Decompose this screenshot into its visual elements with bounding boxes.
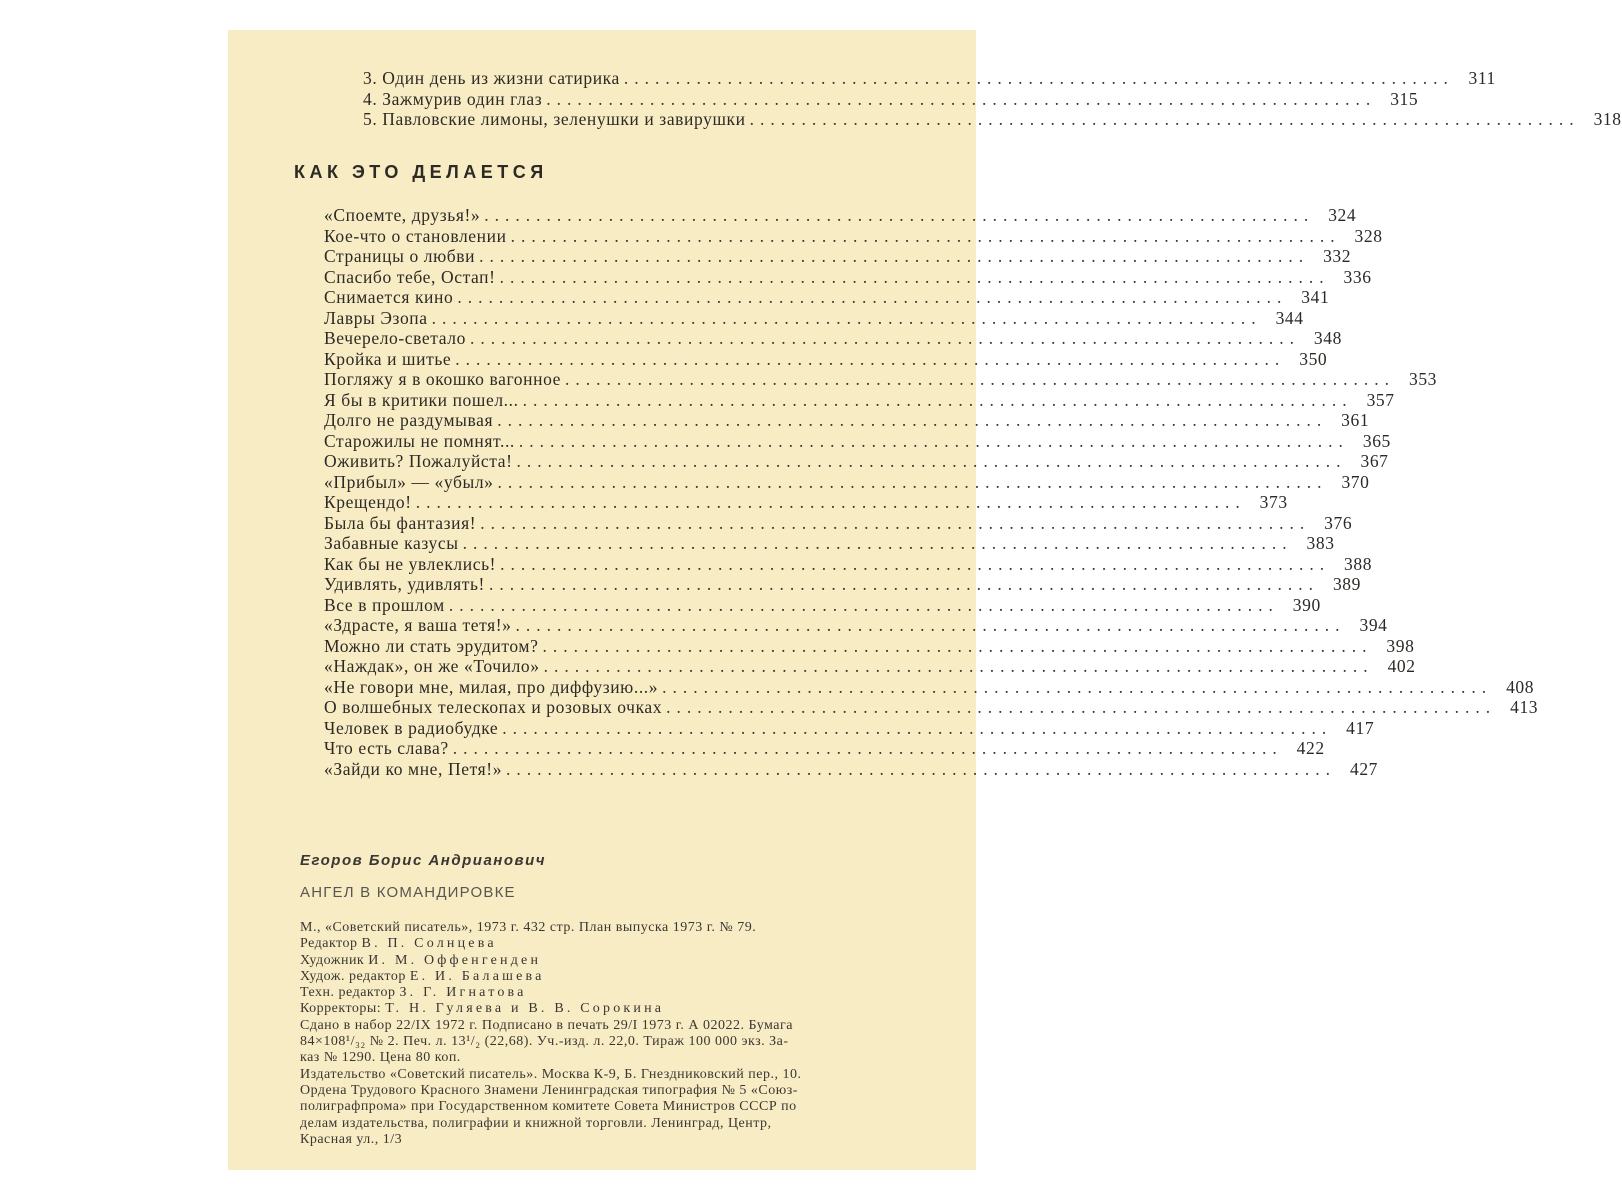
toc-entry-page: 324 bbox=[1328, 205, 1357, 225]
toc-entry bbox=[324, 512, 1353, 534]
toc-entry bbox=[324, 287, 1330, 308]
toc-entry bbox=[324, 348, 1328, 370]
dot-leader: ................................................................................ bbox=[546, 88, 1377, 109]
dot-leader: ................................................................................ bbox=[489, 574, 1319, 594]
dot-leader: ................................................................................ bbox=[484, 205, 1315, 225]
toc-entry bbox=[324, 430, 1391, 452]
toc-entry-page: 353 bbox=[1408, 369, 1438, 389]
toc-entry-page: 427 bbox=[1349, 758, 1379, 779]
dot-leader: ................................................................................ bbox=[666, 697, 1497, 717]
toc-entry-page: 328 bbox=[1354, 225, 1383, 246]
toc-entry-title: «Споемте, друзья!» bbox=[324, 205, 481, 225]
toc-entry-page: 370 bbox=[1341, 471, 1370, 492]
toc-entry-title: Вечерело-светало bbox=[324, 328, 466, 348]
imprint-proofreaders bbox=[300, 1001, 948, 1017]
toc-entry-page: 365 bbox=[1362, 430, 1391, 451]
toc-entry-title: Все в прошлом bbox=[324, 594, 445, 615]
dot-leader: ................................................................................ bbox=[497, 471, 1328, 492]
dot-leader: ................................................................................ bbox=[543, 656, 1374, 676]
toc-entry-title: Старожилы не помнят... bbox=[324, 430, 515, 451]
tech-editor-name: З. Г. Игнатова bbox=[399, 985, 527, 1001]
toc-entry-title: Кое-что о становлении bbox=[324, 225, 507, 246]
toc-entry-title: Что есть слава? bbox=[324, 738, 449, 758]
toc-entry bbox=[324, 266, 1372, 288]
toc-entry-title: Лавры Эзопа bbox=[324, 307, 428, 328]
imprint-line: каз № 1290. Цена 80 коп. bbox=[300, 1050, 461, 1066]
toc-entry bbox=[324, 533, 1335, 554]
toc-entry-title: 5. Павловские лимоны, зеленушки и завирушки bbox=[363, 109, 746, 129]
dot-leader: ................................................................................ bbox=[518, 430, 1349, 451]
toc-entry-page: 341 bbox=[1301, 287, 1330, 307]
toc-entry bbox=[324, 451, 1389, 472]
book-title: АНГЕЛ В КОМАНДИРОВКЕ bbox=[300, 884, 516, 901]
dot-leader: ................................................................................ bbox=[431, 307, 1262, 328]
toc-entry bbox=[363, 109, 1622, 130]
dot-leader: ................................................................................ bbox=[462, 533, 1293, 553]
dot-leader: ................................................................................ bbox=[623, 68, 1454, 88]
toc-entry-page: 413 bbox=[1510, 697, 1539, 717]
section-heading: КАК ЭТО ДЕЛАЕТСЯ bbox=[294, 162, 548, 182]
toc-section-list bbox=[324, 205, 1539, 779]
proofreaders-label: Корректоры: bbox=[300, 1001, 382, 1017]
toc-entry-title: 4. Зажмурив один глаз bbox=[363, 88, 543, 109]
toc-entry-title: «Прибыл» — «убыл» bbox=[324, 471, 494, 492]
toc-entry-title: Человек в радиобудке bbox=[324, 717, 499, 738]
toc-entry-title: Крещендо! bbox=[324, 492, 412, 512]
imprint-editor bbox=[300, 936, 948, 952]
dot-leader: ................................................................................ bbox=[515, 615, 1346, 635]
toc-entry-page: 402 bbox=[1387, 656, 1416, 676]
toc-entry bbox=[324, 471, 1370, 493]
art-editor-name: Е. И. Балашева bbox=[409, 968, 545, 984]
toc-entry bbox=[324, 369, 1438, 390]
toc-entry-page: 373 bbox=[1259, 492, 1288, 512]
dot-leader: ................................................................................ bbox=[497, 410, 1328, 430]
dot-leader: ................................................................................ bbox=[415, 492, 1246, 512]
toc-entry-title: «Зайди ко мне, Петя!» bbox=[324, 758, 503, 779]
toc-entry-page: 417 bbox=[1346, 717, 1375, 738]
toc-entry-title: О волшебных телескопах и розовых очках bbox=[324, 697, 663, 717]
toc-entry-title: Спасибо тебе, Остап! bbox=[324, 266, 496, 287]
imprint-line: полиграфпрома» при Государственном комитете Совета Министров СССР по bbox=[300, 1099, 797, 1115]
artist-label: Художник bbox=[300, 952, 365, 968]
toc-entry-page: 394 bbox=[1359, 615, 1388, 635]
imprint-line: 84×108¹/₃₂ № 2. Печ. л. 13¹/₂ (22,68). Уч.-изд. л. 22,0. Тираж 100 000 экз. За- bbox=[300, 1034, 789, 1050]
toc-entry-title: Долго не раздумывая bbox=[324, 410, 494, 430]
toc-entry bbox=[324, 205, 1357, 226]
toc-entry-title: Удивлять, удивлять! bbox=[324, 574, 485, 594]
imprint-artist bbox=[300, 953, 948, 969]
toc-entry-title: Была бы фантазия! bbox=[324, 512, 477, 533]
editor-name: В. П. Солнцева bbox=[361, 936, 497, 952]
toc-entry-page: 315 bbox=[1390, 88, 1419, 109]
toc-entry bbox=[363, 88, 1419, 110]
toc-entry bbox=[324, 553, 1373, 575]
imprint-art-editor bbox=[300, 969, 948, 985]
toc-entry-page: 344 bbox=[1275, 307, 1304, 328]
tech-editor-label: Техн. редактор bbox=[300, 985, 396, 1001]
toc-entry-page: 422 bbox=[1296, 738, 1325, 758]
toc-entry-page: 332 bbox=[1323, 246, 1352, 266]
toc-continued-list bbox=[363, 68, 1622, 130]
dot-leader: ................................................................................ bbox=[516, 451, 1347, 471]
dot-leader: ................................................................................ bbox=[457, 287, 1288, 307]
toc-entry-title: 3. Один день из жизни сатирика bbox=[363, 68, 620, 88]
toc-entry bbox=[324, 738, 1325, 759]
dot-leader: ................................................................................ bbox=[499, 266, 1330, 287]
toc-entry-title: Я бы в критики пошел... bbox=[324, 389, 519, 410]
toc-entry bbox=[324, 717, 1375, 739]
toc-entry-page: 348 bbox=[1313, 328, 1342, 348]
toc-entry-title: Кройка и шитье bbox=[324, 348, 452, 369]
toc-entry-page: 389 bbox=[1332, 574, 1361, 594]
imprint-line: Ордена Трудового Красного Знамени Ленинградская типография № 5 «Союз- bbox=[300, 1082, 798, 1098]
author-name: Егоров Борис Андрианович bbox=[300, 852, 546, 869]
toc-entry bbox=[324, 307, 1304, 329]
dot-leader: ................................................................................ bbox=[500, 553, 1331, 574]
toc-entry-title: Страницы о любви bbox=[324, 246, 476, 266]
toc-entry-page: 318 bbox=[1593, 109, 1622, 129]
dot-leader: ................................................................................ bbox=[480, 512, 1311, 533]
toc-entry-title: «Не говори мне, милая, про диффузию...» bbox=[324, 676, 659, 697]
toc-entry-page: 357 bbox=[1366, 389, 1395, 410]
toc-entry-title: Забавные казусы bbox=[324, 533, 459, 553]
toc-entry-page: 350 bbox=[1299, 348, 1328, 369]
dot-leader: ................................................................................ bbox=[522, 389, 1353, 410]
artist-name: И. М. Оффенгенден bbox=[368, 952, 542, 968]
dot-leader: ................................................................................ bbox=[479, 246, 1310, 266]
toc-entry bbox=[324, 225, 1383, 247]
toc-entry-page: 376 bbox=[1324, 512, 1353, 533]
dot-leader: ................................................................................ bbox=[502, 717, 1333, 738]
toc-entry-page: 311 bbox=[1468, 68, 1496, 88]
toc-entry-title: Как бы не увлеклись! bbox=[324, 553, 497, 574]
imprint-line: М., «Советский писатель», 1973 г. 432 стр. План выпуска 1973 г. № 79. bbox=[300, 920, 757, 935]
toc-entry bbox=[324, 410, 1370, 431]
dot-leader: ................................................................................ bbox=[448, 594, 1279, 615]
toc-entry-page: 390 bbox=[1292, 594, 1321, 615]
toc-entry bbox=[324, 389, 1395, 411]
toc-entry-title: Погляжу я в окошко вагонное bbox=[324, 369, 562, 389]
imprint-block bbox=[300, 920, 948, 1148]
toc-entry-title: «Здрасте, я ваша тетя!» bbox=[324, 615, 512, 635]
toc-entry bbox=[324, 758, 1379, 780]
dot-leader: ................................................................................ bbox=[510, 225, 1341, 246]
toc-entry-page: 388 bbox=[1344, 553, 1373, 574]
toc-entry bbox=[324, 615, 1388, 636]
toc-entry-page: 408 bbox=[1506, 676, 1535, 697]
toc-entry-page: 398 bbox=[1386, 635, 1415, 656]
toc-entry bbox=[324, 492, 1288, 513]
imprint-tech-editor bbox=[300, 985, 948, 1001]
toc-entry-page: 383 bbox=[1306, 533, 1335, 553]
dot-leader: ................................................................................ bbox=[542, 635, 1373, 656]
toc-entry bbox=[363, 68, 1496, 89]
imprint-line: делам издательства, полиграфии и книжной торговли. Ленинград, Центр, bbox=[300, 1115, 772, 1131]
toc-entry bbox=[324, 246, 1352, 267]
toc-entry-title: Снимается кино bbox=[324, 287, 454, 307]
toc-entry-title: Можно ли стать эрудитом? bbox=[324, 635, 539, 656]
imprint-line: Сдано в набор 22/IX 1972 г. Подписано в печать 29/I 1973 г. А 02022. Бумага bbox=[300, 1017, 793, 1033]
toc-entry-title: Оживить? Пожалуйста! bbox=[324, 451, 513, 471]
toc-entry bbox=[324, 328, 1342, 349]
toc-entry-title: «Наждак», он же «Точило» bbox=[324, 656, 540, 676]
imprint-line: Издательство «Советский писатель». Москва К-9, Б. Гнездниковский пер., 10. bbox=[300, 1066, 802, 1082]
dot-leader: ................................................................................ bbox=[662, 676, 1493, 697]
dot-leader: ................................................................................ bbox=[506, 758, 1337, 779]
dot-leader: ................................................................................ bbox=[455, 348, 1286, 369]
proofreaders-names: Т. Н. Гуляева и В. В. Сорокина bbox=[385, 1001, 665, 1017]
toc-entry bbox=[324, 574, 1361, 595]
toc-entry bbox=[324, 656, 1416, 677]
dot-leader: ................................................................................ bbox=[452, 738, 1283, 758]
toc-entry bbox=[324, 697, 1539, 718]
imprint-line: Красная ул., 1/3 bbox=[300, 1131, 403, 1147]
toc-entry bbox=[324, 594, 1321, 616]
art-editor-label: Худож. редактор bbox=[300, 968, 406, 984]
toc-entry-page: 361 bbox=[1341, 410, 1370, 430]
toc-entry-page: 336 bbox=[1343, 266, 1372, 287]
dot-leader: ................................................................................ bbox=[565, 369, 1396, 389]
book-page bbox=[228, 30, 1622, 1170]
dot-leader: ................................................................................ bbox=[469, 328, 1300, 348]
toc-entry-page: 367 bbox=[1360, 451, 1389, 471]
editor-label: Редактор bbox=[300, 936, 358, 952]
toc-entry bbox=[324, 676, 1535, 698]
toc-entry bbox=[324, 635, 1415, 657]
dot-leader: ................................................................................ bbox=[749, 109, 1580, 129]
